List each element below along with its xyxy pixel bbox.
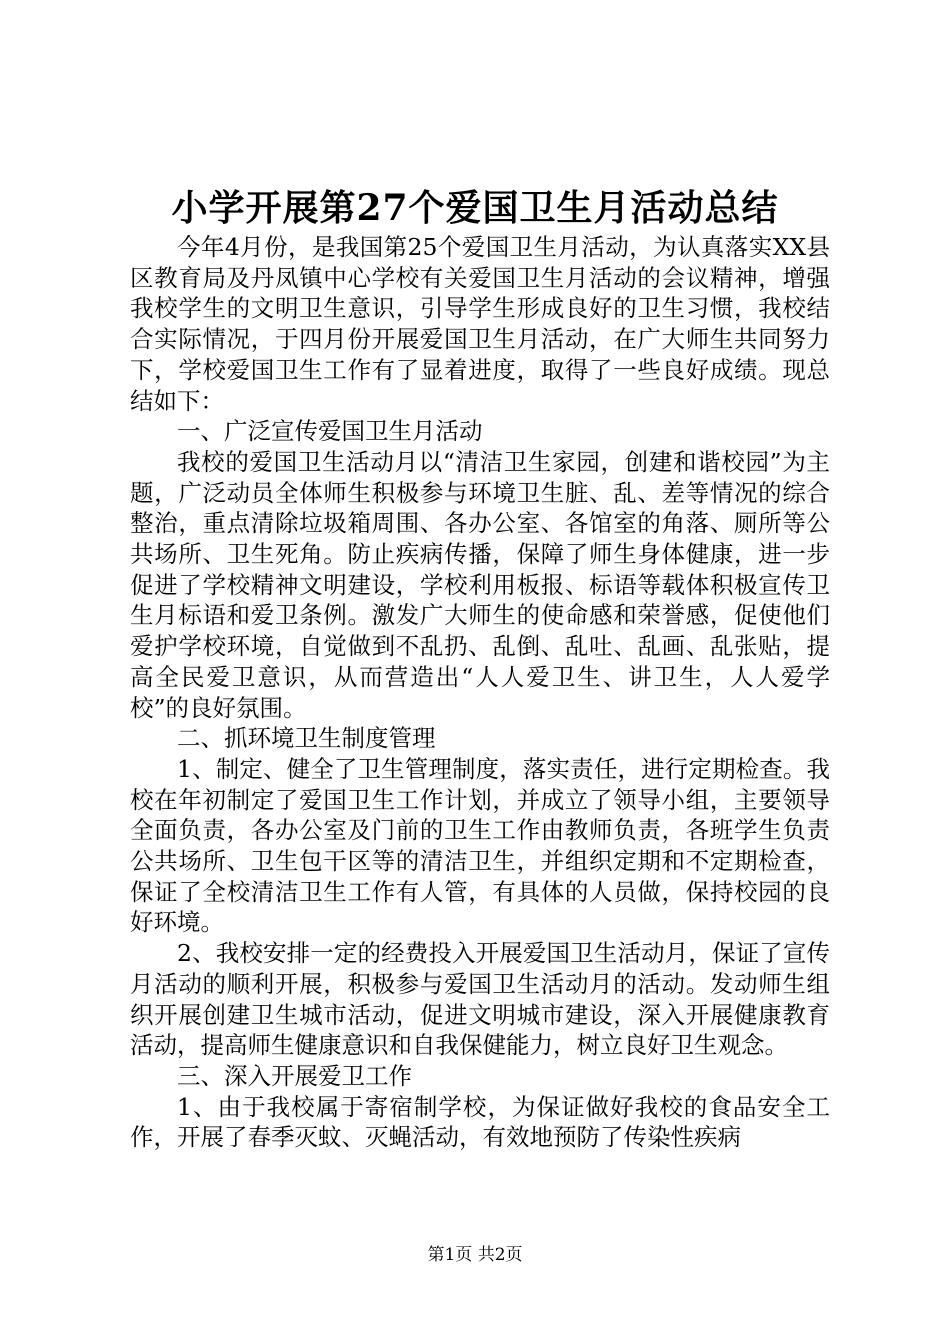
section-2-item-1: 1、制定、健全了卫生管理制度，落实责任，进行定期检查。我校在年初制定了爱国卫生工作计划，并成立了领导小组，主要领导全面负责，各办公室及门前的卫生工作由教师负责，各班学生负责公共场所、卫生包干区等的清洁卫生，并组织定期和不定期检查，保证了全校清洁卫生工作有人管，有具体的人员做，保持校园的良好环境。 (130, 754, 830, 937)
document-title: 小学开展第27个爱国卫生月活动总结 (171, 187, 779, 229)
section-heading-2: 二、抓环境卫生制度管理 (177, 724, 436, 753)
section-heading-3: 三、深入开展爱卫工作 (177, 1061, 412, 1090)
section-heading-1: 一、广泛宣传爱国卫生月活动 (177, 417, 483, 446)
document-body (130, 232, 830, 1153)
section-2-item-2: 2、我校安排一定的经费投入开展爱国卫生活动月，保证了宣传月活动的顺利开展，积极参与爱国卫生活动月的活动。发动师生组织开展创建卫生城市活动，促进文明城市建设，深入开展健康教育活动，提高师生健康意识和自我保健能力，树立良好卫生观念。 (130, 939, 830, 1060)
page-number: 第1页 共2页 (427, 1245, 523, 1265)
intro-paragraph: 今年4月份，是我国第25个爱国卫生月活动，为认真落实XX县区教育局及丹凤镇中心学校有关爱国卫生月活动的会议精神，增强我校学生的文明卫生意识，引导学生形成良好的卫生习惯，我校结合实际情况，于四月份开展爱国卫生月活动，在广大师生共同努力下，学校爱国卫生工作有了显着进度，取得了一些良好成绩。现总结如下： (130, 233, 830, 415)
section-1-paragraph: 我校的爱国卫生活动月以“清洁卫生家园，创建和谐校园”为主题，广泛动员全体师生积极参与环境卫生脏、乱、差等情况的综合整治，重点清除垃圾箱周围、各办公室、各馆室的角落、厕所等公共场所、卫生死角。防止疾病传播，保障了师生身体健康，进一步促进了学校精神文明建设，学校利用板报、标语等载体积极宣传卫生月标语和爱卫条例。激发广大师生的使命感和荣誉感，促使他们爱护学校环境，自觉做到不乱扔、乱倒、乱吐、乱画、乱张贴，提高全民爱卫意识，从而营造出“人人爱卫生、讲卫生，人人爱学校”的良好氛围。 (130, 447, 830, 722)
section-3-item-1: 1、由于我校属于寄宿制学校，为保证做好我校的食品安全工作，开展了春季灭蚊、灭蝇活动，有效地预防了传染性疾病 (130, 1092, 830, 1152)
